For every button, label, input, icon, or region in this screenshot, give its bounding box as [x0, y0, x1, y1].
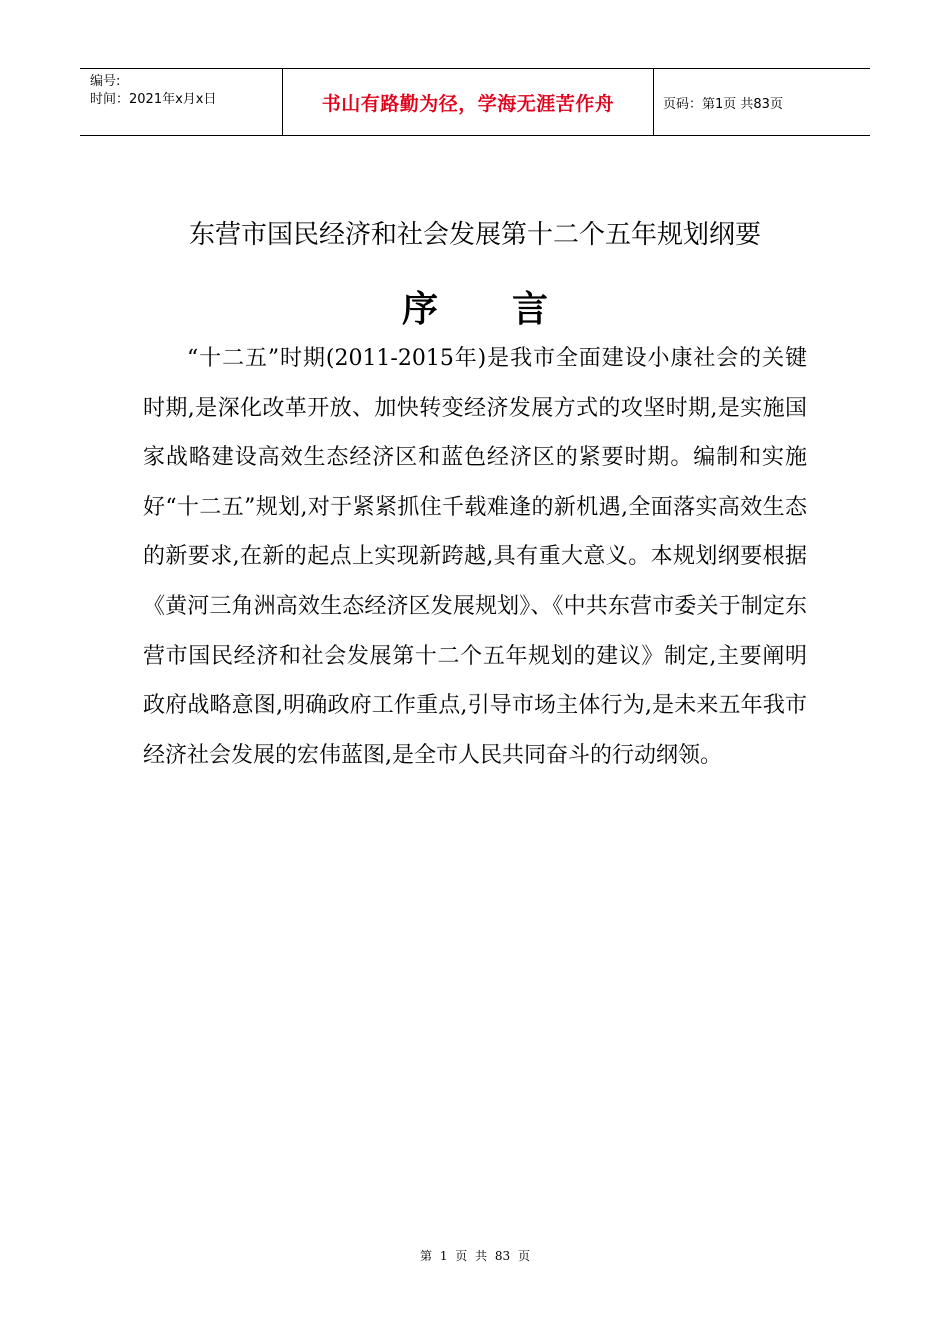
- header-page-info: 页码：第1页 共83页: [663, 96, 783, 112]
- header-meta-cell: [80, 69, 282, 135]
- document-time-label: 时间：2021年x月x日: [90, 92, 217, 107]
- section-heading: 序言: [401, 288, 622, 330]
- body-paragraph: “十二五”时期(2011-2015年)是我市全面建设小康社会的关键时期,是深化改革开放、加快转变经济发展方式的攻坚时期,是实施国家战略建设高效生态经济区和蓝色经济区的紧要时期。编制和实施好“十二五”规划,对于紧紧抓住千载难逢的新机遇,全面落实高效生态的新要求,在新的起点上实现新跨越,具有重大意义。本规划纲要根据《黄河三角洲高效生态经济区发展规划》、《中共东营市委关于制定东营市国民经济和社会发展第十二个五年规划的建议》制定,主要阐明政府战略意图,明确政府工作重点,引导市场主体行为,是未来五年我市经济社会发展的宏伟蓝图,是全市人民共同奋斗的行动纲领。: [143, 346, 807, 768]
- header-motto: 书山有路勤为径，学海无涯苦作舟: [282, 69, 654, 135]
- document-header: [80, 68, 870, 136]
- page-footer: 第 1 页 共 83 页: [420, 1249, 530, 1263]
- document-title: 东营市国民经济和社会发展第十二个五年规划纲要: [188, 220, 761, 250]
- document-number-label: 编号:: [90, 74, 121, 89]
